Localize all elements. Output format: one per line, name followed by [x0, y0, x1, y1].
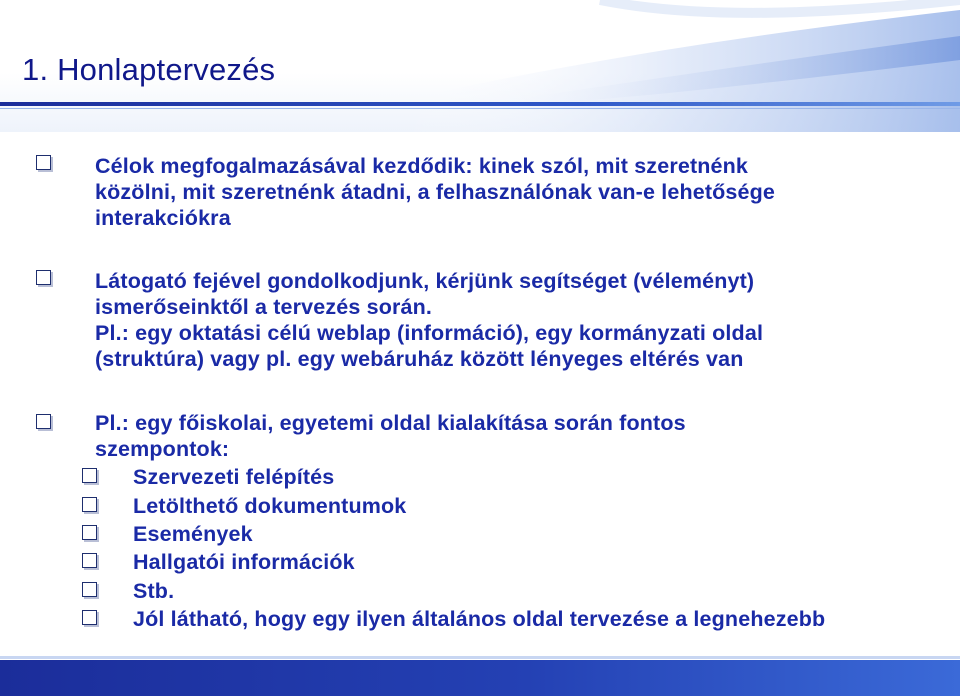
checkbox-bullet-icon	[36, 414, 51, 429]
checkbox-bullet-icon	[36, 155, 51, 170]
checkbox-bullet-icon	[82, 468, 97, 483]
bullet-2-line-3: Pl.: egy oktatási célú weblap (információ), egy kormányzati oldal	[95, 321, 764, 345]
subbullet-item: Események	[133, 522, 253, 546]
checkbox-bullet-icon	[82, 553, 97, 568]
checkbox-bullet-icon	[82, 525, 97, 540]
bullet-1-line-1: Célok megfogalmazásával kezdődik: kinek szól, mit szeretnénk	[95, 154, 749, 178]
footer-highlight	[0, 656, 960, 659]
subbullet-item: Szervezeti felépítés	[133, 465, 335, 489]
page-title: 1. Honlaptervezés	[22, 52, 276, 87]
subbullet-item: Letölthető dokumentumok	[133, 494, 407, 518]
subbullet-item: Stb.	[133, 579, 175, 603]
footer-bar	[0, 660, 960, 696]
bullet-3-line-2: szempontok:	[95, 437, 230, 461]
checkbox-bullet-icon	[36, 270, 51, 285]
checkbox-bullet-icon	[82, 497, 97, 512]
checkbox-bullet-icon	[82, 582, 97, 597]
subbullet-item: Hallgatói információk	[133, 550, 355, 574]
bullet-2-line-4: (struktúra) vagy pl. egy webáruház között lényeges eltérés van	[95, 347, 744, 371]
bullet-1-line-2: közölni, mit szeretnénk átadni, a felhasználónak van-e lehetősége	[95, 180, 776, 204]
bullet-2-line-2: ismerőseinktől a tervezés során.	[95, 295, 433, 319]
checkbox-bullet-icon	[82, 610, 97, 625]
bullet-3-line-1: Pl.: egy főiskolai, egyetemi oldal kialakítása során fontos	[95, 411, 686, 435]
bullet-1-line-3: interakciókra	[95, 206, 231, 230]
bullet-2-line-1: Látogató fejével gondolkodjunk, kérjünk segítséget (véleményt)	[95, 269, 755, 293]
subbullet-item: Jól látható, hogy egy ilyen általános oldal tervezése a legnehezebb	[133, 607, 826, 631]
